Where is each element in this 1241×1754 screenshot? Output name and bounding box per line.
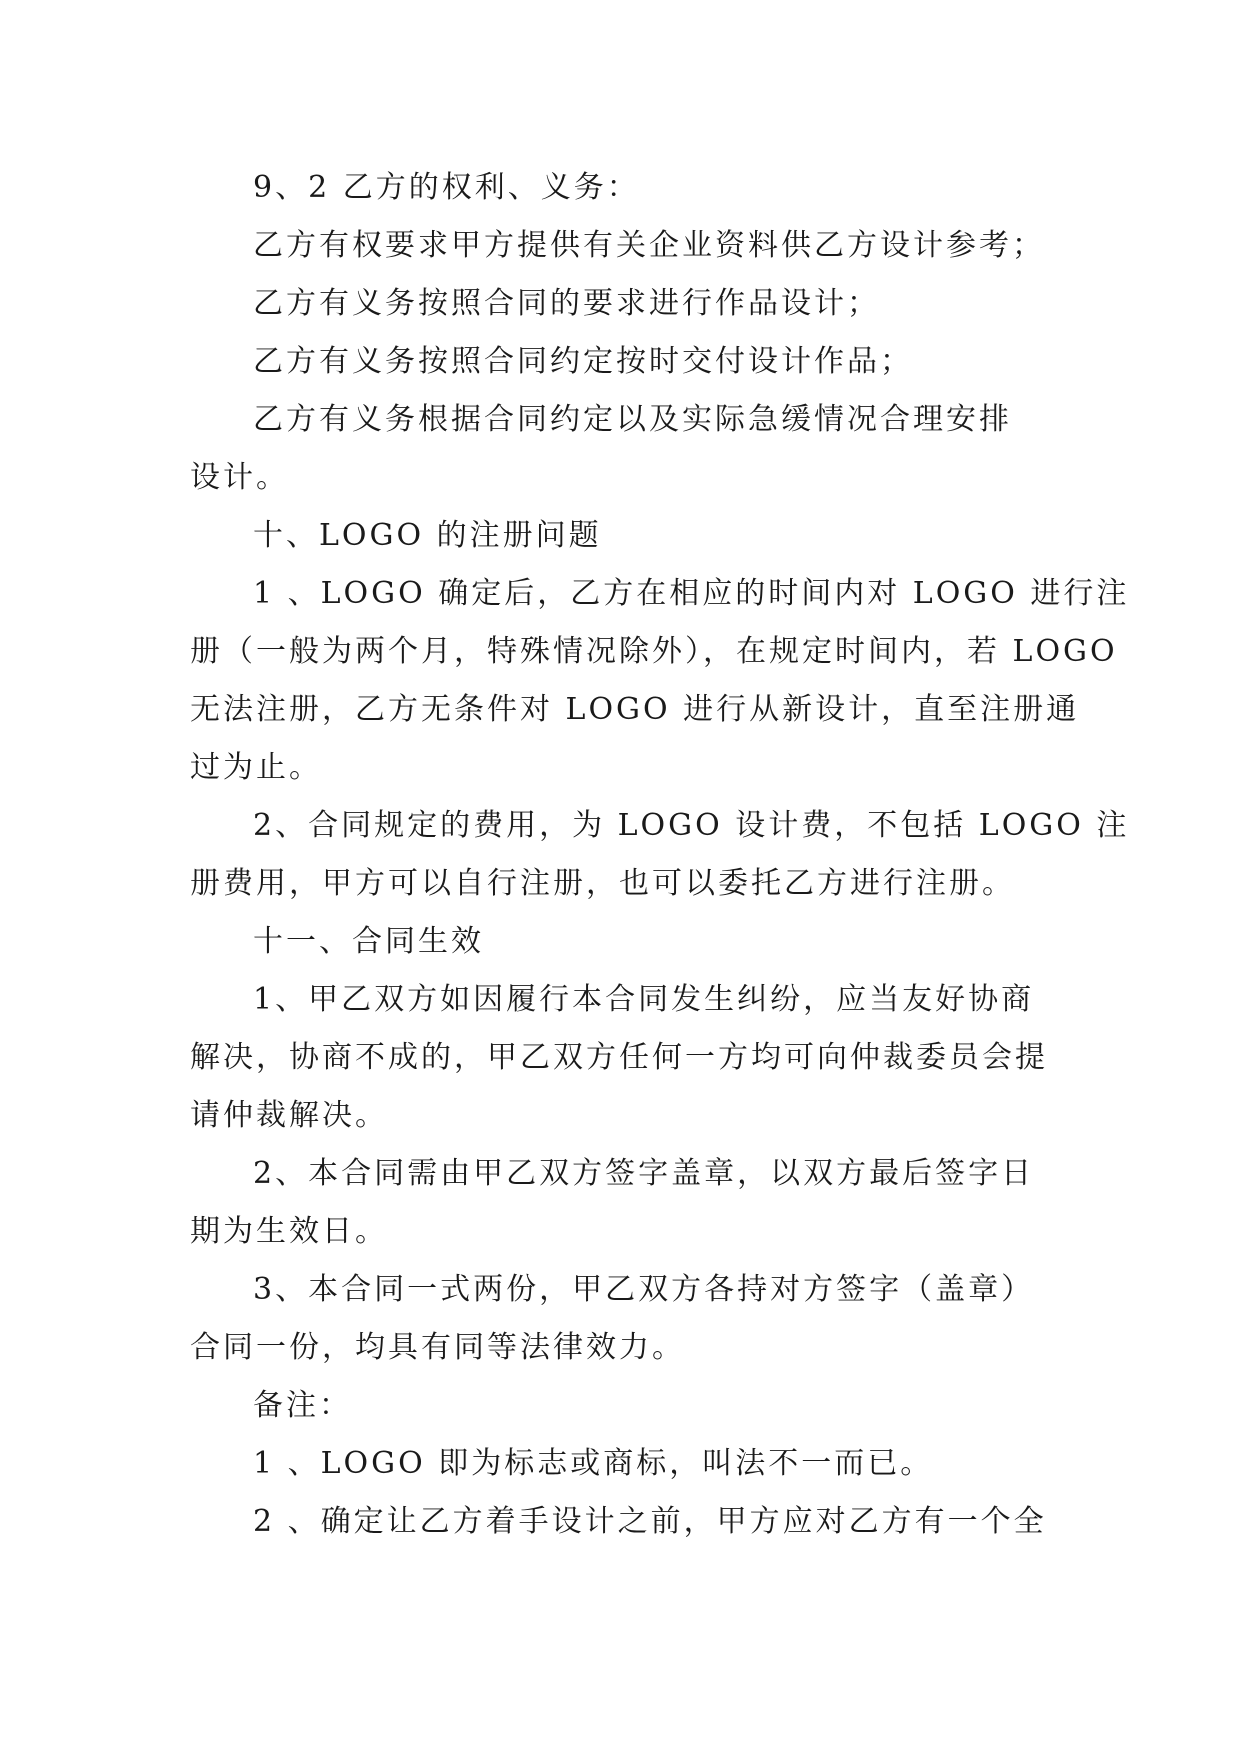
text-line: 乙方有义务根据合同约定以及实际急缓情况合理安排 [253, 402, 1012, 437]
text-line: 3、本合同一式两份，甲乙双方各持对方签字（盖章） [253, 1272, 1035, 1307]
section-heading: 十一、合同生效 [253, 924, 484, 959]
text-line: 乙方有权要求甲方提供有关企业资料供乙方设计参考； [253, 228, 1045, 263]
text-line: 2、本合同需由甲乙双方签字盖章，以双方最后签字日 [253, 1156, 1035, 1191]
text-line: 9、2 乙方的权利、义务： [253, 170, 640, 205]
text-line: 请仲裁解决。 [190, 1098, 388, 1133]
text-line: 设计。 [190, 460, 289, 495]
text-line: 乙方有义务按照合同的要求进行作品设计； [253, 286, 880, 321]
text-line: 期为生效日。 [190, 1214, 388, 1249]
text-line: 合同一份，均具有同等法律效力。 [190, 1330, 685, 1365]
text-line: 2、合同规定的费用，为 LOGO 设计费，不包括 LOGO 注 [253, 808, 1130, 843]
text-line: 乙方有义务按照合同约定按时交付设计作品； [253, 344, 913, 379]
text-line: 过为止。 [190, 750, 322, 785]
section-heading: 十、LOGO 的注册问题 [253, 518, 602, 553]
section-heading: 备注： [253, 1388, 352, 1423]
text-line: 无法注册，乙方无条件对 LOGO 进行从新设计，直至注册通 [190, 692, 1080, 727]
text-line: 解决，协商不成的，甲乙双方任何一方均可向仲裁委员会提 [190, 1040, 1048, 1075]
text-line: 2 、确定让乙方着手设计之前，甲方应对乙方有一个全 [253, 1504, 1047, 1539]
text-line: 1、甲乙双方如因履行本合同发生纠纷，应当友好协商 [253, 982, 1035, 1017]
text-line: 1 、LOGO 即为标志或商标，叫法不一而已。 [253, 1446, 934, 1481]
text-line: 1 、LOGO 确定后，乙方在相应的时间内对 LOGO 进行注 [253, 576, 1130, 611]
text-line: 册（一般为两个月，特殊情况除外），在规定时间内，若 LOGO [190, 634, 1118, 669]
text-line: 册费用，甲方可以自行注册，也可以委托乙方进行注册。 [190, 866, 1015, 901]
